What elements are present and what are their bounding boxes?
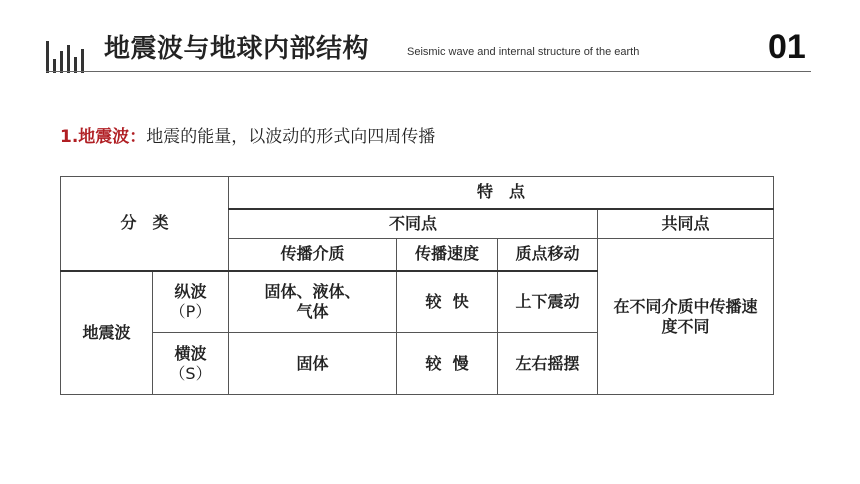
common-header: 共同点 — [598, 209, 774, 239]
features-header: 特 点 — [229, 177, 774, 209]
p-wave-medium: 固体、液体、气体 — [229, 271, 397, 333]
p-wave-code: （P） — [169, 301, 212, 321]
s-wave-name: 横波 — [174, 343, 207, 363]
p-wave-speed: 较 快 — [397, 271, 498, 333]
s-wave-medium: 固体 — [229, 333, 397, 395]
header — [0, 0, 860, 80]
medium-header: 传播介质 — [229, 239, 397, 271]
p-wave-motion: 上下震动 — [498, 271, 598, 333]
page-number: 01 — [768, 28, 806, 66]
s-wave-code: （S） — [169, 363, 212, 383]
page-title: 地震波与地球内部结构 — [104, 34, 370, 64]
bar-chart-icon — [46, 41, 86, 73]
s-wave-motion: 左右摇摆 — [498, 333, 598, 395]
category-header: 分 类 — [61, 177, 229, 271]
intro-label: 1.地震波： — [60, 127, 147, 147]
s-wave-speed: 较 慢 — [397, 333, 498, 395]
group-label: 地震波 — [61, 271, 153, 395]
common-cell: 在不同介质中传播速度不同 — [598, 239, 774, 395]
page-subtitle-en: Seismic wave and internal structure of the earth — [407, 46, 640, 58]
differences-header: 不同点 — [229, 209, 598, 239]
motion-header: 质点移动 — [498, 239, 598, 271]
table-row-s-name — [153, 333, 229, 395]
intro-line — [60, 122, 435, 147]
p-wave-name: 纵波 — [174, 281, 207, 301]
seismic-wave-table — [60, 176, 774, 395]
speed-header: 传播速度 — [397, 239, 498, 271]
intro-text: 地震的能量，以波动的形式向四周传播 — [146, 127, 436, 147]
header-divider — [46, 71, 811, 72]
table-row-p-name — [153, 271, 229, 333]
